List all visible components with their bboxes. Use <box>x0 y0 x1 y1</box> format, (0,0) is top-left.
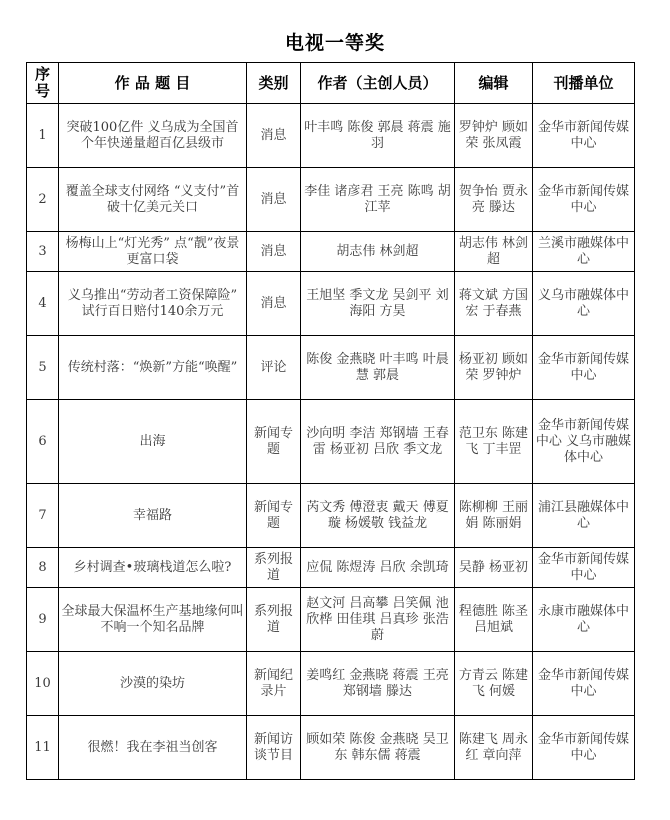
cell-unit: 金华市新闻传媒中心 <box>533 548 635 588</box>
cell-unit: 永康市融媒体中心 <box>533 588 635 652</box>
header-unit: 刊播单位 <box>533 63 635 104</box>
cell-editor: 蒋文斌 方国宏 于春燕 <box>455 272 533 336</box>
cell-editor: 陈柳柳 王丽娟 陈丽娟 <box>455 484 533 548</box>
cell-unit: 金华市新闻传媒中心 <box>533 168 635 232</box>
cell-author: 顾如荣 陈俊 金燕晓 吴卫东 韩东儒 蒋震 <box>301 716 455 780</box>
cell-category: 消息 <box>247 104 301 168</box>
cell-unit: 义乌市融媒体中心 <box>533 272 635 336</box>
cell-category: 评论 <box>247 336 301 400</box>
table-row <box>27 272 635 336</box>
cell-category: 消息 <box>247 168 301 232</box>
page-title: 电视一等奖 <box>284 32 385 54</box>
cell-category: 新闻专题 <box>247 400 301 484</box>
cell-editor: 吴静 杨亚初 <box>455 548 533 588</box>
cell-title: 义乌推出“劳动者工资保障险” 试行百日赔付140余万元 <box>59 272 247 336</box>
cell-author: 沙向明 李洁 郑钢墙 王春雷 杨亚初 吕欣 季文龙 <box>301 400 455 484</box>
cell-editor: 胡志伟 林剑超 <box>455 232 533 272</box>
table-row <box>27 336 635 400</box>
cell-editor: 贺争怡 贾永亮 滕达 <box>455 168 533 232</box>
cell-unit: 浦江县融媒体中心 <box>533 484 635 548</box>
cell-title: 乡村调查•玻璃栈道怎么啦? <box>59 548 247 588</box>
cell-editor: 范卫东 陈建飞 丁丰罡 <box>455 400 533 484</box>
cell-title: 传统村落：“焕新”方能“唤醒” <box>59 336 247 400</box>
table-row <box>27 548 635 588</box>
table-row <box>27 484 635 548</box>
cell-author: 姜鸣红 金燕晓 蒋震 王亮 郑钢墙 滕达 <box>301 652 455 716</box>
cell-author: 王旭坚 季文龙 吴剑平 刘海阳 方昊 <box>301 272 455 336</box>
cell-title: 突破100亿件 义乌成为全国首个年快递量超百亿县级市 <box>59 104 247 168</box>
header-category: 类别 <box>247 63 301 104</box>
cell-no: 11 <box>27 716 59 780</box>
cell-category: 系列报道 <box>247 588 301 652</box>
header-no: 序号 <box>27 63 59 104</box>
cell-title: 很燃！我在李祖当创客 <box>59 716 247 780</box>
cell-no: 8 <box>27 548 59 588</box>
table-row <box>27 168 635 232</box>
cell-category: 新闻纪录片 <box>247 652 301 716</box>
table-row <box>27 588 635 652</box>
cell-no: 6 <box>27 400 59 484</box>
table-row <box>27 400 635 484</box>
cell-author: 芮文秀 傅澄衷 戴天 傅夏璇 杨媛敬 钱益龙 <box>301 484 455 548</box>
cell-title: 覆盖全球支付网络 “义支付”首破十亿美元关口 <box>59 168 247 232</box>
cell-author: 陈俊 金燕晓 叶丰鸣 叶晨慧 郭晨 <box>301 336 455 400</box>
cell-editor: 杨亚初 顾如荣 罗钟炉 <box>455 336 533 400</box>
cell-no: 7 <box>27 484 59 548</box>
table-row <box>27 716 635 780</box>
cell-unit: 金华市新闻传媒中心 义乌市融媒体中心 <box>533 400 635 484</box>
cell-no: 2 <box>27 168 59 232</box>
cell-no: 1 <box>27 104 59 168</box>
header-author: 作者（主创人员） <box>301 63 455 104</box>
header-title: 作 品 题 目 <box>59 63 247 104</box>
cell-title: 杨梅山上“灯光秀” 点“靓”夜景更富口袋 <box>59 232 247 272</box>
cell-no: 3 <box>27 232 59 272</box>
cell-editor: 方青云 陈建飞 何媛 <box>455 652 533 716</box>
cell-category: 消息 <box>247 272 301 336</box>
awards-table <box>26 62 635 780</box>
cell-category: 消息 <box>247 232 301 272</box>
cell-category: 新闻访谈节目 <box>247 716 301 780</box>
cell-author: 应侃 陈煜涛 吕欣 余凯琦 <box>301 548 455 588</box>
header-editor: 编辑 <box>455 63 533 104</box>
cell-no: 9 <box>27 588 59 652</box>
cell-title: 出海 <box>59 400 247 484</box>
table-header-row <box>27 63 635 104</box>
cell-editor: 罗钟炉 顾如荣 张凤霞 <box>455 104 533 168</box>
cell-unit: 金华市新闻传媒中心 <box>533 652 635 716</box>
cell-category: 系列报道 <box>247 548 301 588</box>
cell-no: 5 <box>27 336 59 400</box>
cell-category: 新闻专题 <box>247 484 301 548</box>
cell-author: 李佳 诸彦君 王亮 陈鸣 胡江苹 <box>301 168 455 232</box>
table-row <box>27 232 635 272</box>
cell-title: 全球最大保温杯生产基地缘何叫不响一个知名品牌 <box>59 588 247 652</box>
table-row <box>27 652 635 716</box>
cell-no: 4 <box>27 272 59 336</box>
cell-unit: 金华市新闻传媒中心 <box>533 104 635 168</box>
cell-title: 幸福路 <box>59 484 247 548</box>
table-row <box>27 104 635 168</box>
cell-unit: 金华市新闻传媒中心 <box>533 716 635 780</box>
cell-unit: 兰溪市融媒体中心 <box>533 232 635 272</box>
cell-unit: 金华市新闻传媒中心 <box>533 336 635 400</box>
cell-no: 10 <box>27 652 59 716</box>
cell-editor: 陈建飞 周永红 章向萍 <box>455 716 533 780</box>
cell-editor: 程德胜 陈圣 吕旭斌 <box>455 588 533 652</box>
cell-author: 赵文河 吕高攀 吕笑佩 池欣桦 田佳琪 吕真珍 张浩蔚 <box>301 588 455 652</box>
cell-title: 沙漠的染坊 <box>59 652 247 716</box>
cell-author: 叶丰鸣 陈俊 郭晨 蒋震 施羽 <box>301 104 455 168</box>
cell-author: 胡志伟 林剑超 <box>301 232 455 272</box>
